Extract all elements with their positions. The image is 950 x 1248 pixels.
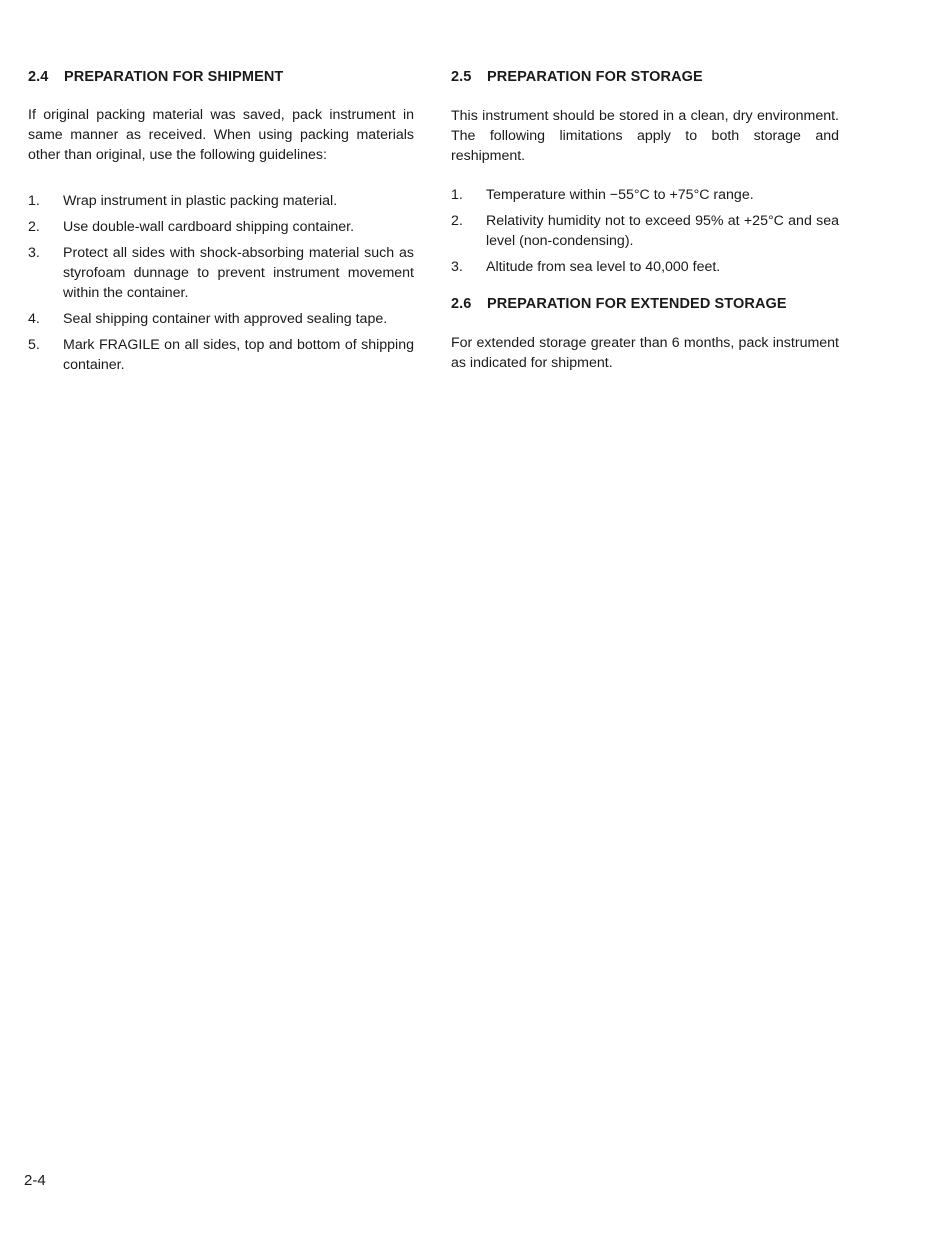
section-number: 2.6 <box>451 296 472 312</box>
storage-limitations-list <box>451 185 839 277</box>
list-item-text: Wrap instrument in plastic packing material. <box>63 193 338 209</box>
section-title: PREPARATION FOR SHIPMENT <box>64 69 284 85</box>
section-number: 2.5 <box>451 69 472 85</box>
section-storage <box>451 68 839 373</box>
list-marker: 1. <box>28 193 40 209</box>
list-marker: 5. <box>28 337 40 353</box>
list-item <box>451 211 839 251</box>
section-title: PREPARATION FOR STORAGE <box>487 69 703 85</box>
list-marker: 4. <box>28 311 40 327</box>
storage-intro-paragraph: This instrument should be stored in a clean, dry environment. The following limitations apply to both storage and reshipment. <box>451 108 839 164</box>
section-heading-storage <box>451 68 839 86</box>
list-marker: 2. <box>28 219 40 235</box>
list-marker: 3. <box>28 245 40 261</box>
shipment-intro-paragraph: If original packing material was saved, pack instrument in same manner as received. When using packing materials other than original, use the following guidelines: <box>28 107 414 163</box>
list-item-text: Altitude from sea level to 40,000 feet. <box>486 259 721 275</box>
list-marker: 1. <box>451 187 463 203</box>
shipment-guidelines-list <box>28 191 414 375</box>
list-marker: 2. <box>451 213 463 229</box>
section-heading-shipment <box>28 68 414 86</box>
list-item-text: Mark FRAGILE on all sides, top and bottom of shipping container. <box>63 337 414 373</box>
list-item <box>28 217 414 237</box>
section-number: 2.4 <box>28 69 49 85</box>
section-heading-extended-storage <box>451 295 839 313</box>
section-title: PREPARATION FOR EXTENDED STORAGE <box>487 296 787 312</box>
list-item-text: Use double-wall cardboard shipping container. <box>63 219 355 235</box>
list-item <box>28 309 414 329</box>
list-item <box>451 257 839 277</box>
list-item <box>28 191 414 211</box>
list-marker: 3. <box>451 259 463 275</box>
list-item-text: Protect all sides with shock-absorbing material such as styrofoam dunnage to prevent instrument movement within the container. <box>63 245 414 301</box>
page-number: 2-4 <box>24 1172 46 1189</box>
extended-storage-paragraph: For extended storage greater than 6 months, pack instrument as indicated for shipment. <box>451 335 839 371</box>
section-shipment <box>28 68 414 375</box>
list-item-text: Seal shipping container with approved sealing tape. <box>63 311 388 327</box>
list-item-text: Temperature within −55°C to +75°C range. <box>486 187 754 203</box>
list-item <box>28 243 414 303</box>
list-item-text: Relativity humidity not to exceed 95% at +25°C and sea level (non-condensing). <box>486 213 839 249</box>
list-item <box>451 185 839 205</box>
list-item <box>28 335 414 375</box>
